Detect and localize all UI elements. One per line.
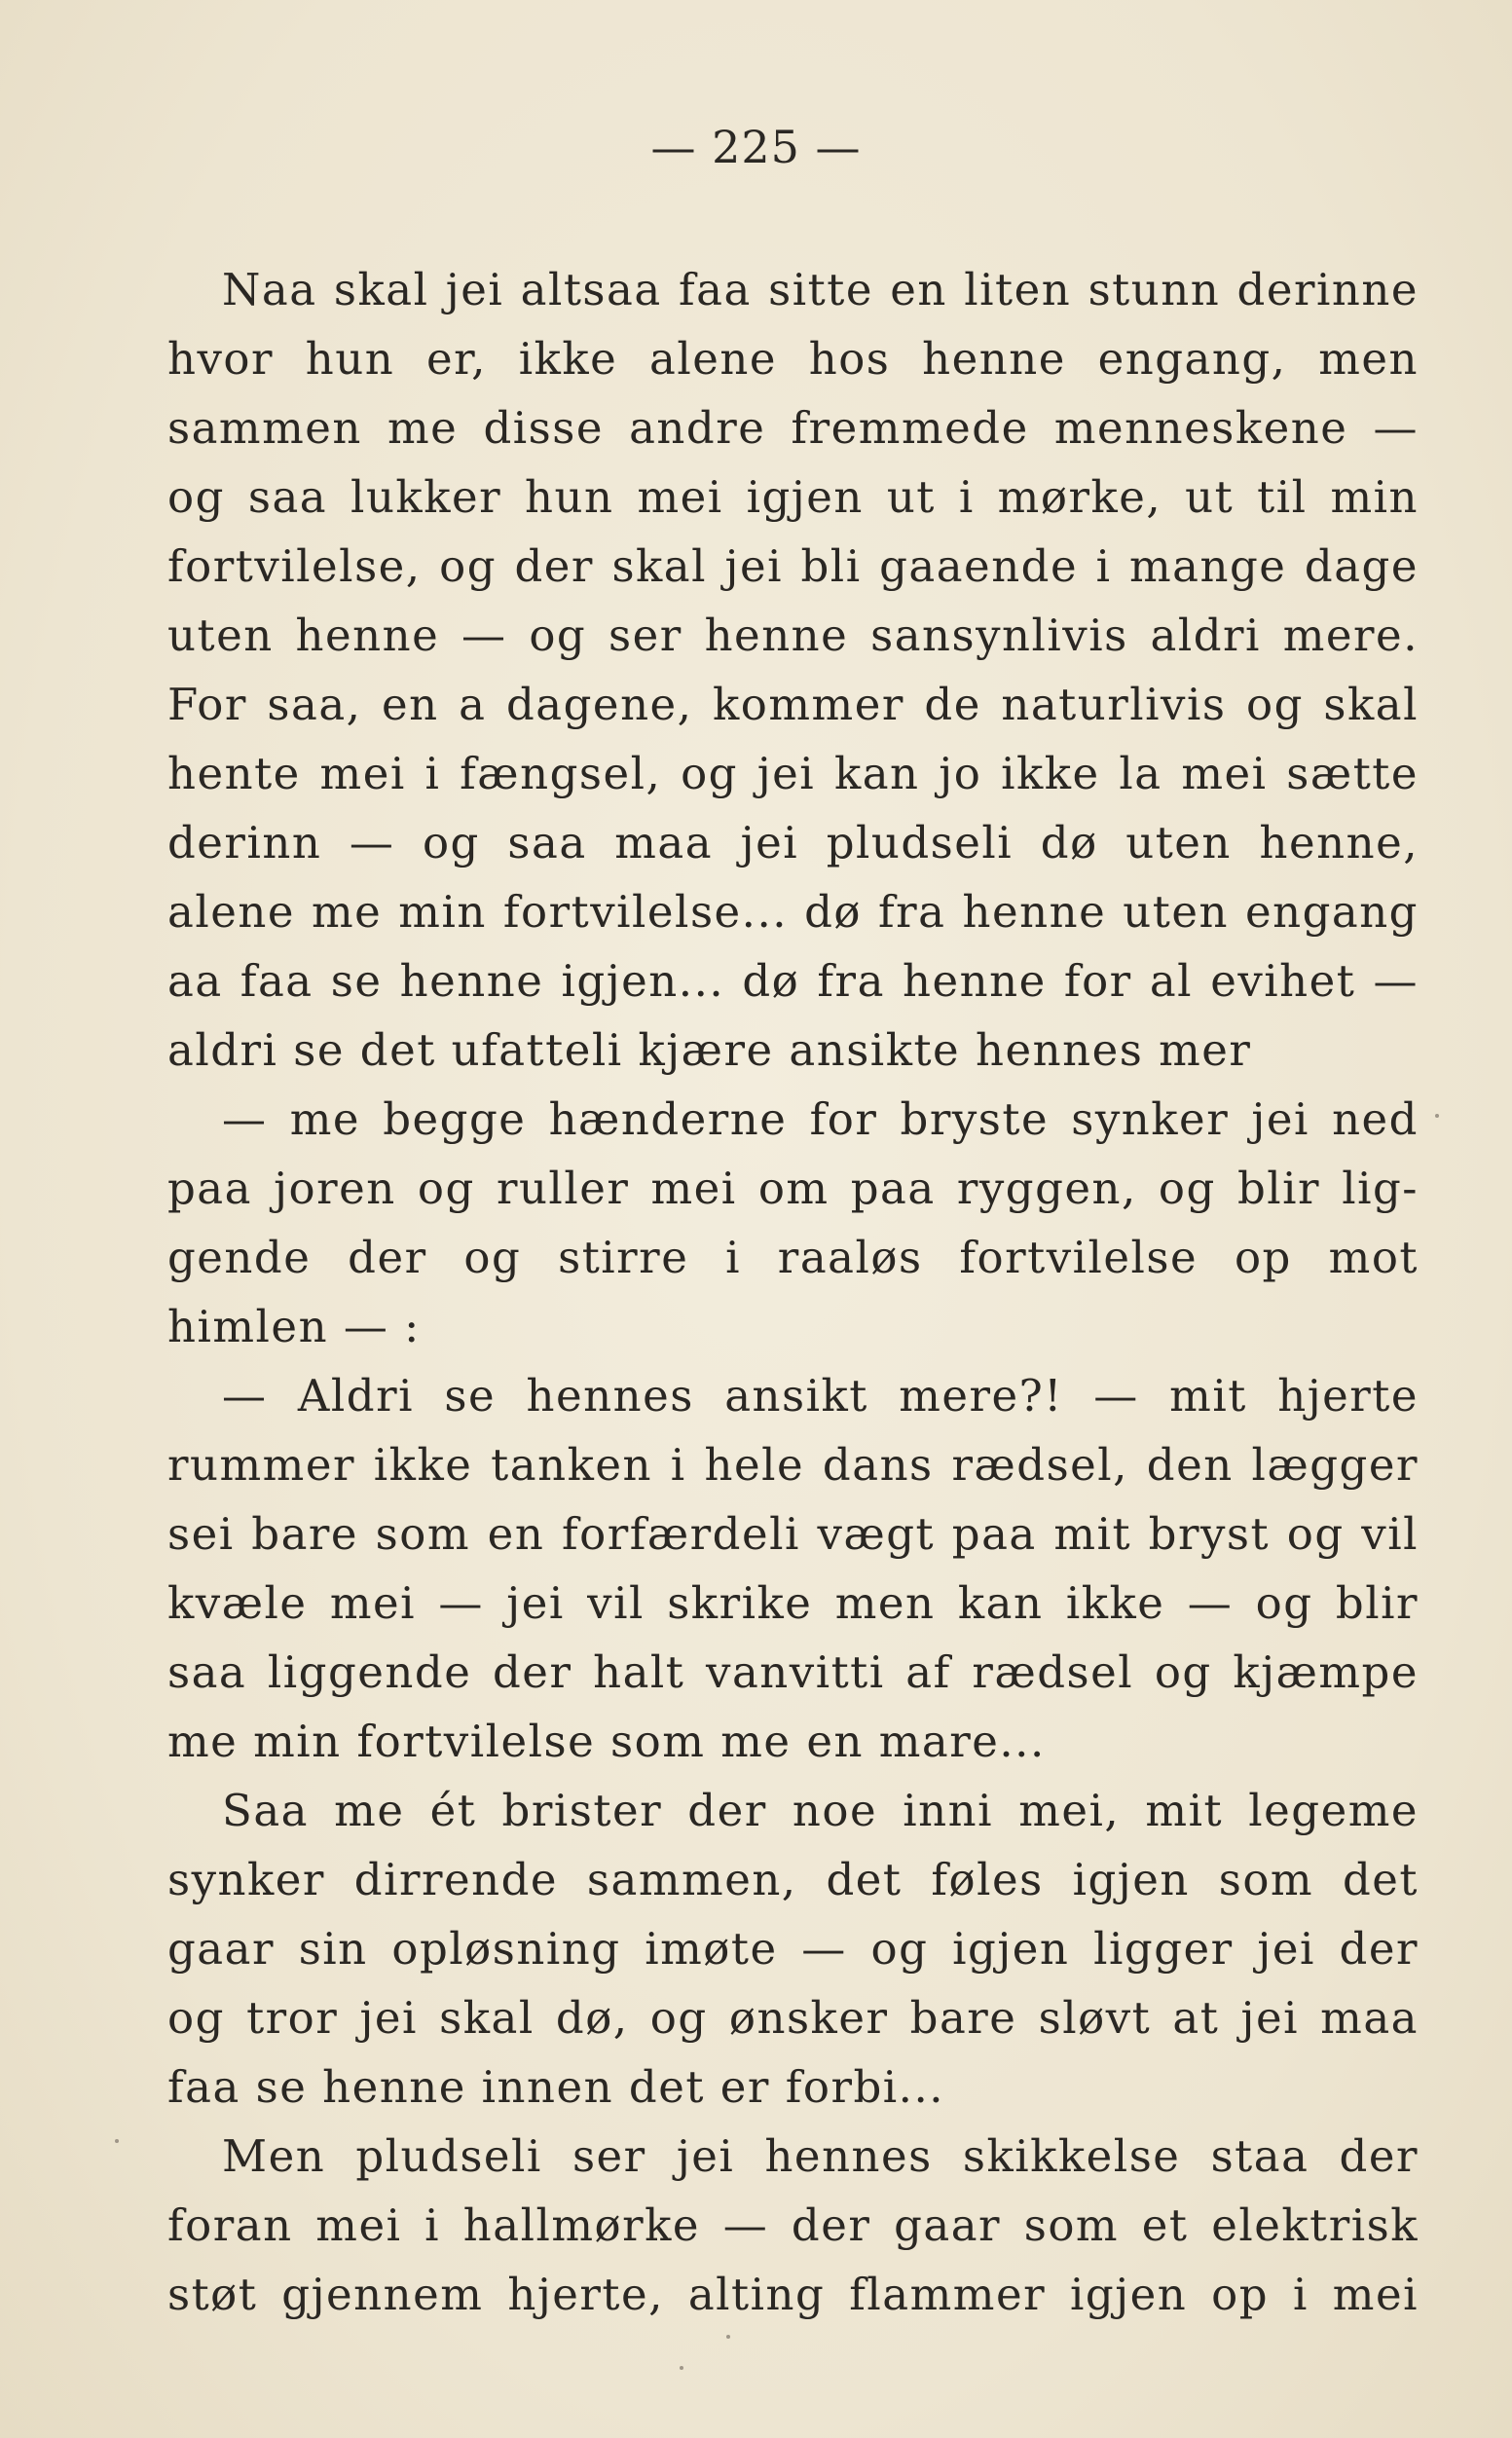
text-line: og tror jei skal dø, og ønsker bare sløvt at jei maa	[167, 1992, 1419, 2044]
text-line: og saa lukker hun mei igjen ut i mørke, ut til min	[167, 471, 1419, 523]
text-line: rummer ikke tanken i hele dans rædsel, den lægger	[167, 1439, 1419, 1491]
text-line: Men pludseli ser jei hennes skikkelse staa der	[222, 2130, 1419, 2182]
print-speck	[726, 2335, 730, 2339]
text-line: uten henne — og ser henne sansynlivis aldri mere.	[167, 610, 1419, 661]
text-line: saa liggende der halt vanvitti af rædsel og kjæmpe	[167, 1646, 1419, 1698]
print-speck	[115, 2139, 119, 2143]
text-line: himlen — :	[167, 1301, 421, 1352]
text-line: alene me min fortvilelse... dø fra henne uten engang	[167, 886, 1419, 938]
text-line: foran mei i hallmørke — der gaar som et elektrisk	[167, 2199, 1419, 2251]
text-line: aa faa se henne igjen... dø fra henne for al evihet —	[167, 955, 1419, 1007]
text-line: For saa, en a dagene, kommer de naturlivis og skal	[167, 679, 1419, 730]
text-line: støt gjennem hjerte, alting flammer igjen op i mei	[167, 2269, 1419, 2320]
text-line: faa se henne innen det er forbi...	[167, 2061, 945, 2113]
text-line: me min fortvilelse som me en mare...	[167, 1716, 1046, 1767]
text-line: hvor hun er, ikke alene hos henne engang, men	[167, 333, 1419, 385]
text-line: sammen me disse andre fremmede menneskene —	[167, 402, 1419, 454]
text-line: hente mei i fængsel, og jei kan jo ikke la mei sætte	[167, 748, 1419, 799]
print-speck	[1435, 1114, 1439, 1118]
text-line: Naa skal jei altsaa faa sitte en liten stunn derinne	[222, 264, 1419, 315]
text-line: gende der og stirre i raaløs fortvilelse op mot	[167, 1232, 1419, 1283]
text-line: sei bare som en forfærdeli vægt paa mit bryst og vil	[167, 1508, 1419, 1560]
text-line: — Aldri se hennes ansikt mere?! — mit hjerte	[222, 1370, 1419, 1422]
page-body-text	[167, 255, 1419, 2329]
text-line: derinn — og saa maa jei pludseli dø uten henne,	[167, 817, 1419, 868]
text-line: Saa me ét brister der noe inni mei, mit legeme	[222, 1785, 1419, 1836]
text-line: synker dirrende sammen, det føles igjen som det	[167, 1854, 1419, 1905]
text-line: aldri se det ufatteli kjære ansikte hennes mer	[167, 1024, 1252, 1076]
text-line: gaar sin opløsning imøte — og igjen ligger jei der	[167, 1923, 1419, 1975]
text-line: paa joren og ruller mei om paa ryggen, og blir lig-	[167, 1163, 1419, 1214]
page-number: — 225 —	[650, 121, 862, 173]
text-line: fortvilelse, og der skal jei bli gaaende i mange dage	[167, 540, 1419, 592]
text-line: kvæle mei — jei vil skrike men kan ikke — og blir	[167, 1577, 1419, 1629]
print-speck	[680, 2366, 683, 2370]
text-line: — me begge hænderne for bryste synker jei ned	[222, 1093, 1419, 1145]
